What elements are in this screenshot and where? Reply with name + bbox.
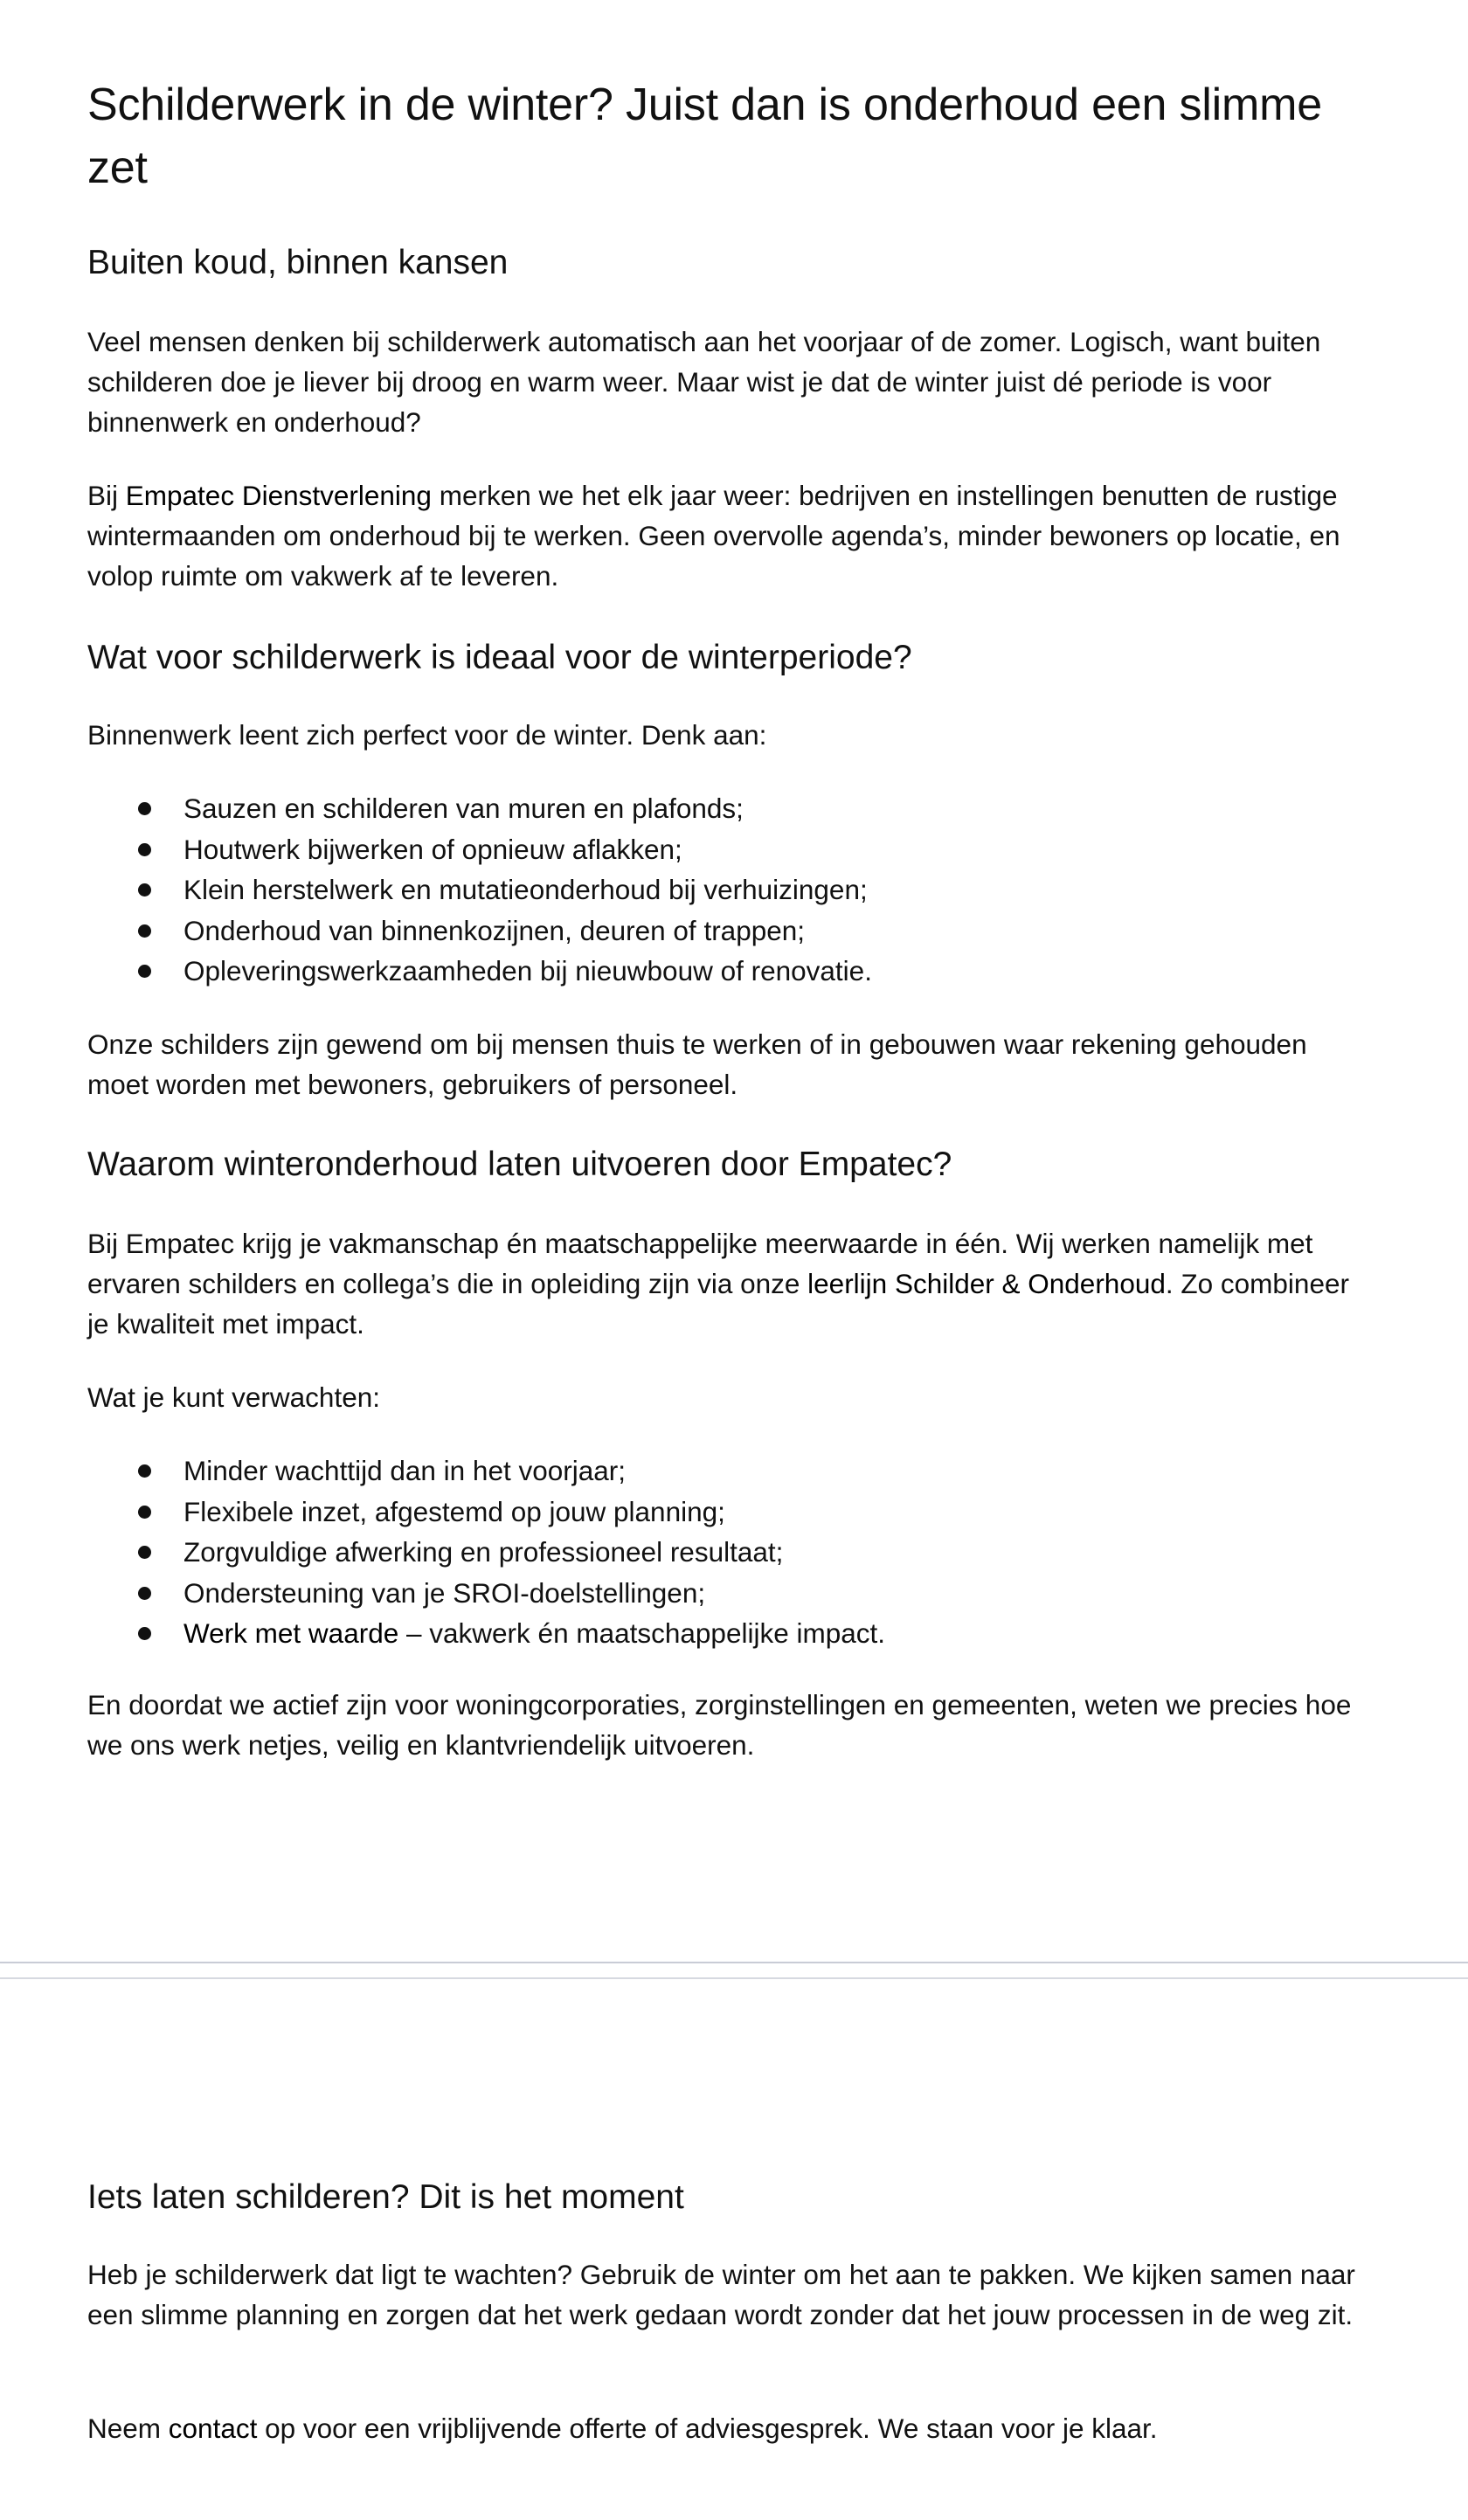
list-item: Onderhoud van binnenkozijnen, deuren of trappen; <box>87 910 1363 952</box>
paragraph-cta: Heb je schilderwerk dat ligt te wachten? Gebruik de winter om het aan te pakken. We kijken samen naar een slimme planning en zorgen dat het werk gedaan wordt zonder dat het jouw processen in de weg zit. <box>87 2259 1355 2330</box>
list-item: Houtwerk bijwerken of opnieuw aflakken; <box>87 829 1363 870</box>
empatec-dienstverlening-link[interactable]: Empatec Dienstverlening <box>125 480 432 511</box>
list-item: Sauzen en schilderen van muren en plafonds; <box>87 788 1363 829</box>
paragraph-text: merken we het elk jaar weer: bedrijven en instellingen benutten de rustige wintermaanden om onderhoud bij te werken. Geen overvolle agenda’s, minder bewoners op locatie, en volop ruimte om vakwerk af te leveren. <box>87 480 1340 592</box>
paragraph-indoor-intro: Binnenwerk leent zich perfect voor de winter. Denk aan: <box>87 719 767 751</box>
paragraph-craftsmanship <box>87 1223 1363 1344</box>
paragraph-text: op voor een vrijblijvende offerte of adviesgesprek. We staan voor je klaar. <box>257 2413 1158 2444</box>
paragraph-text: Bij <box>87 480 126 511</box>
list-item: Minder wachttijd dan in het voorjaar; <box>87 1450 1363 1492</box>
section-heading-why-empatec: Waarom winteronderhoud laten uitvoeren door Empatec? <box>87 1146 952 1183</box>
page-title: Schilderwerk in de winter? Juist dan is onderhoud een slimme zet <box>87 80 1322 193</box>
section-heading-winter-work: Wat voor schilderwerk is ideaal voor de winterperiode? <box>87 639 912 676</box>
list-item: Klein herstelwerk en mutatieonderhoud bij verhuizingen; <box>87 869 1363 910</box>
bullet-icon <box>138 883 151 897</box>
section-heading-cold-outside: Buiten koud, binnen kansen <box>87 244 509 281</box>
winter-work-list <box>87 788 1363 992</box>
bullet-icon <box>138 1587 151 1600</box>
paragraph-contact <box>87 2408 1363 2448</box>
paragraph-empatec <box>87 475 1363 596</box>
list-item: Ondersteuning van je SROI-doelstellingen; <box>87 1573 1363 1614</box>
paragraph-text: . Zo combineer je kwaliteit met impact. <box>87 1268 1349 1340</box>
list-item: Opleveringswerkzaamheden bij nieuwbouw of renovatie. <box>87 951 1363 992</box>
paragraph-painters: Onze schilders zijn gewend om bij mensen thuis te werken of in gebouwen waar rekening gehouden moet worden met bewoners, gebruikers of personeel. <box>87 1028 1307 1100</box>
paragraph-clients: En doordat we actief zijn voor woningcorporaties, zorginstellingen en gemeenten, weten we precies hoe we ons werk netjes, veilig en klantvriendelijk uitvoeren. <box>87 1689 1352 1761</box>
section-divider <box>0 1962 1468 1979</box>
paragraph-intro: Veel mensen denken bij schilderwerk automatisch aan het voorjaar of de zomer. Logisch, want buiten schilderen doe je liever bij droog en warm weer. Maar wist je dat de winter juist dé periode is voor binnenwerk en onderhoud? <box>87 326 1321 438</box>
list-item: Zorgvuldige afwerking en professioneel resultaat; <box>87 1532 1363 1573</box>
paragraph-expect-intro: Wat je kunt verwachten: <box>87 1381 380 1413</box>
bullet-icon <box>138 1506 151 1519</box>
list-item: Flexibele inzet, afgestemd op jouw planning; <box>87 1492 1363 1533</box>
bullet-icon <box>138 1627 151 1640</box>
bullet-icon <box>138 1546 151 1559</box>
werk-met-waarde-label: Werk met waarde <box>184 1617 399 1649</box>
paragraph-text: Bij Empatec krijg je vakmanschap én maatschappelijke meerwaarde in één. Wij werken namelijk met ervaren schilders en collega’s die in opleiding zijn via onze <box>87 1228 1313 1299</box>
bullet-icon <box>138 924 151 938</box>
bullet-icon <box>138 802 151 815</box>
list-item: Werk met waarde – vakwerk én maatschappelijke impact. <box>87 1613 1363 1654</box>
bullet-icon <box>138 1464 151 1478</box>
paragraph-text: Neem <box>87 2413 169 2444</box>
contact-link[interactable]: contact <box>168 2413 258 2444</box>
expectations-list <box>87 1450 1363 1654</box>
bullet-icon <box>138 843 151 856</box>
bullet-icon <box>138 965 151 978</box>
section-heading-cta: Iets laten schilderen? Dit is het moment <box>87 2178 684 2216</box>
leerlijn-link[interactable]: leerlijn Schilder & Onderhoud <box>807 1268 1166 1299</box>
